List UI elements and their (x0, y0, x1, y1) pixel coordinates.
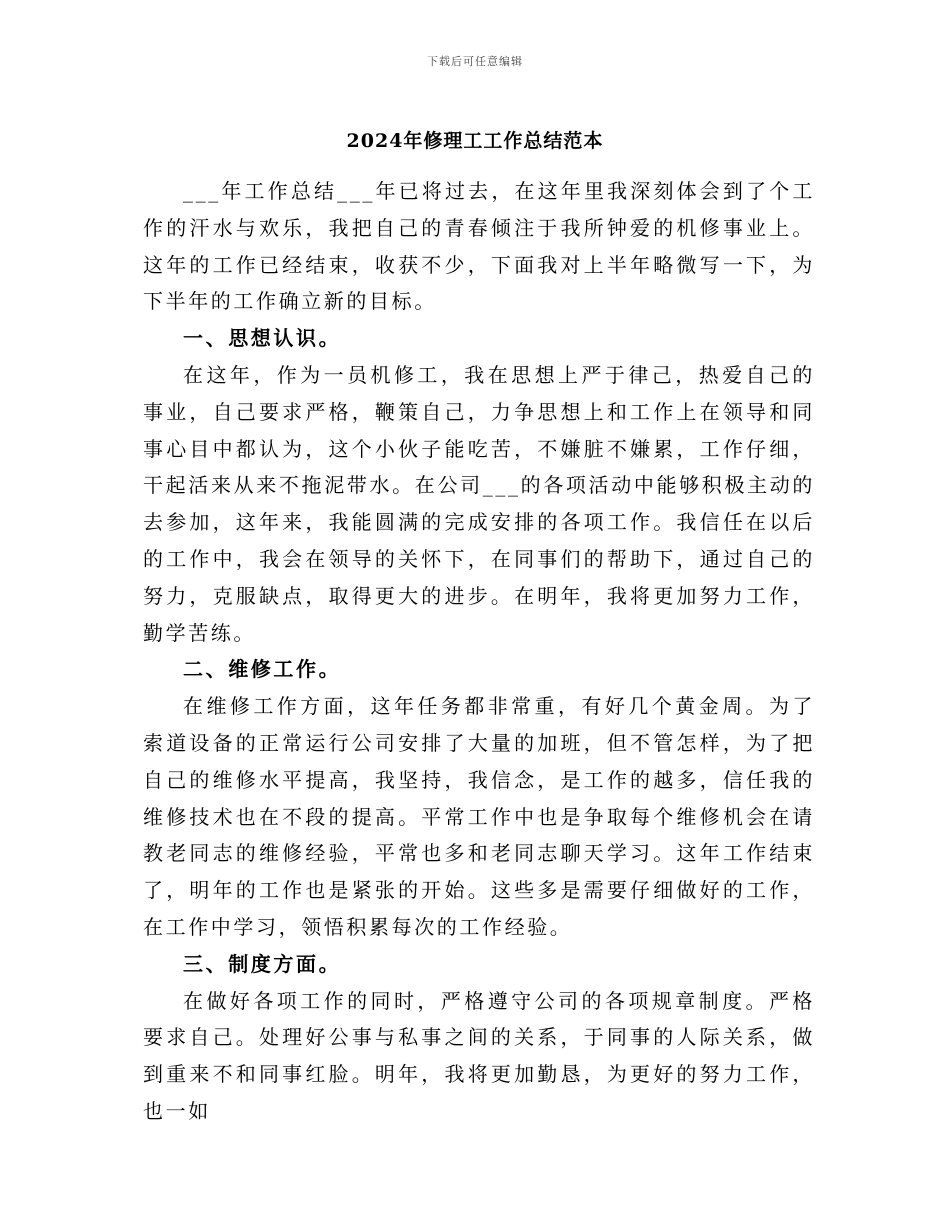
section-heading-maintenance: 二、维修工作。 (183, 657, 342, 682)
section-heading-thought: 一、思想认识。 (183, 326, 342, 351)
intro-paragraph: ___年工作总结___年已将过去，在这年里我深刻体会到了个工作的汗水与欢乐，我把自己的青春倾注于我所钟爱的机修事业上。这年的工作已经结束，收获不少，下面我对上半年略微写一下，为下半年的工作确立新的目标。 (143, 179, 815, 314)
section-text-rules: 在做好各项工作的同时，严格遵守公司的各项规章制度。严格要求自己。处理好公事与私事之间的关系，于同事的人际关系，做到重来不和同事红脸。明年，我将更加勤恳，为更好的努力工作，也一如 (143, 988, 815, 1123)
section-text-thought: 在这年，作为一员机修工，我在思想上严于律己，热爱自己的事业，自己要求严格，鞭策自己，力争思想上和工作上在领导和同事心目中都认为，这个小伙子能吃苦，不嫌脏不嫌累，工作仔细，干起活来从来不拖泥带水。在公司___的各项活动中能够积极主动的去参加，这年来，我能圆满的完成安排的各项工作。我信任在以后的工作中，我会在领导的关怀下，在同事们的帮助下，通过自己的努力，克服缺点，取得更大的进步。在明年，我将更加努力工作，勤学苦练。 (143, 362, 815, 645)
header-note: 下载后可任意编辑 (427, 55, 523, 68)
document-title: 2024年修理工工作总结范本 (346, 130, 604, 152)
section-text-maintenance: 在维修工作方面，这年任务都非常重，有好几个黄金周。为了索道设备的正常运行公司安排了大量的加班，但不管怎样，为了把自己的维修水平提高，我坚持，我信念，是工作的越多，信任我的维修技术也在不段的提高。平常工作中也是争取每个维修机会在请教老同志的维修经验，平常也多和老同志聊天学习。这年工作结束了，明年的工作也是紧张的开始。这些多是需要仔细做好的工作，在工作中学习，领悟积累每次的工作经验。 (143, 694, 815, 939)
section-heading-rules: 三、制度方面。 (183, 951, 342, 976)
document-body (143, 173, 815, 1130)
